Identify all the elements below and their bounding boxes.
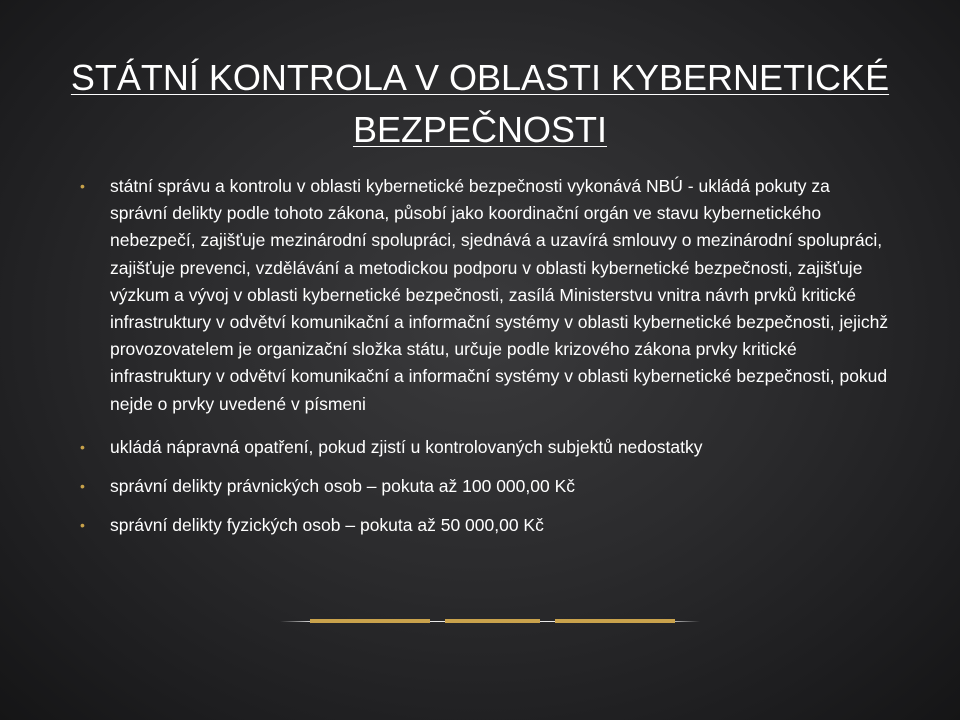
slide-title: STÁTNÍ KONTROLA V OBLASTI KYBERNETICKÉ BEZPEČNOSTI — [70, 57, 890, 150]
divider-accent — [555, 619, 675, 623]
divider-accent — [310, 619, 430, 623]
bullet-text: správní delikty fyzických osob – pokuta až 50 000,00 Kč — [110, 515, 544, 536]
bullet-icon: • — [80, 478, 85, 495]
bullet-icon: • — [80, 178, 85, 194]
decorative-divider — [280, 619, 700, 624]
bullet-item-pravnicke-osoby — [80, 473, 890, 500]
bullet-icon: • — [80, 517, 85, 534]
bullet-item-fyzicke-osoby — [80, 512, 890, 539]
bullet-text: správní delikty právnických osob – pokuta až 100 000,00 Kč — [110, 476, 575, 497]
bullet-text: ukládá nápravná opatření, pokud zjistí u kontrolovaných subjektů nedostatky — [110, 436, 703, 457]
divider-accent — [445, 619, 540, 623]
bullet-text: státní správu a kontrolu v oblasti kybernetické bezpečnosti vykonává NBÚ - ukládá pokuty za správní delikty podle tohoto zákona, působí jako koordinační orgán ve stavu kybernetického nebezpečí, zajišťuje mezinárodní spolupráci, sjednává a uzavírá smlouvy o mezinárodní spolupráci, zajišťuje prevenci, vzdělávání a metodickou podporu v oblasti kybernetické bezpečnosti, zajišťuje výzkum a vývoj v oblasti kybernetické bezpečnosti, zasílá Ministerstvu vnitra návrh prvků kritické infrastruktury v odvětví komunikační a informační systémy v oblasti kybernetické bezpečnosti, jejichž provozovatelem je organizační složka státu, určuje podle krizového zákona prvky kritické infrastruktury v odvětví komunikační a informační systémy v oblasti kybernetické bezpečnosti, pokud nejde o prvky uvedené v písmeni — [110, 176, 889, 414]
bullet-item-nbu — [80, 173, 890, 418]
bullet-list — [80, 173, 890, 539]
bullet-item-napravna-opatreni — [80, 434, 890, 461]
bullet-icon: • — [80, 438, 85, 455]
